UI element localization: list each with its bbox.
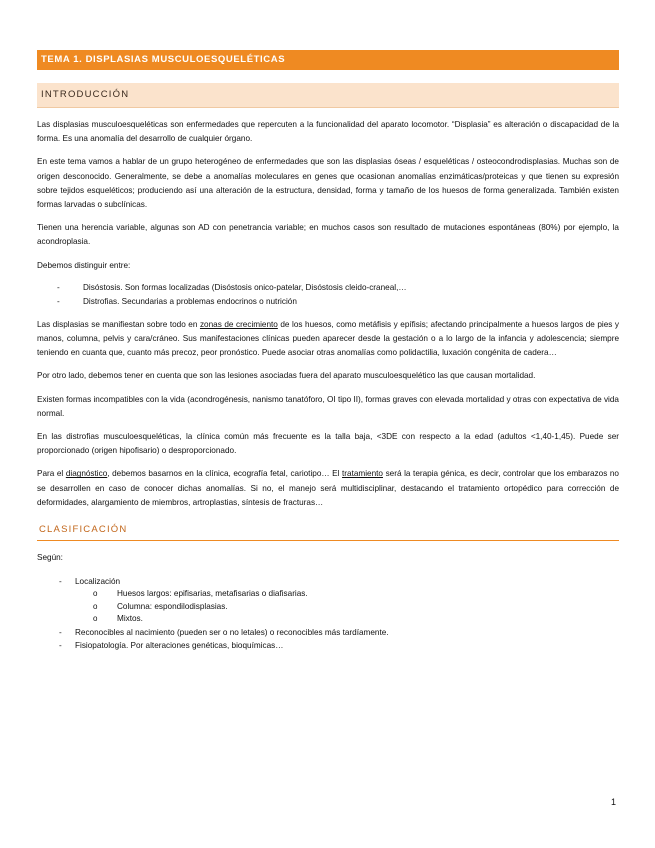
sub-list <box>75 588 619 626</box>
intro-paragraph-7: Existen formas incompatibles con la vida (acondrogénesis, nanismo tanatóforo, OI tipo II), formas graves con elevada mortalidad y otras con expectativa de vida normal. <box>37 394 619 418</box>
classification-heading: CLASIFICACIÓN <box>37 524 619 541</box>
list-item: - Disóstosis. Son formas localizadas (Disóstosis onico-patelar, Disóstosis cleido-craneal,… <box>57 282 407 292</box>
list-item: - Reconocibles al nacimiento (pueden ser o no letales) o reconocibles más tardíamente. <box>59 627 389 637</box>
intro-paragraph-6: Por otro lado, debemos tener en cuenta que son las lesiones asociadas fuera del aparato musculoesquelético las que causan mortalidad. <box>37 371 536 381</box>
list-item: - Localización o Huesos largos: epifisarias, metafisarias o diafisarias. o Columna: espondilodisplasias. o Mixtos. <box>37 575 619 626</box>
intro-paragraph-2: En este tema vamos a hablar de un grupo heterogéneo de enfermedades que son las displasias óseas / esqueléticas / osteocondrodisplasias. Muchas son de origen desconocido. Generalmente, se debe a anomalías moleculares en genes que ocasionan anomalías enzimáticas/proteicas y que tienen su expresión sobre tejidos esqueléticos; produciendo así una alteración de la estructura, densidad, forma y tamaño de los huesos de forma generalizada. También existen formas larvadas o subclínicas. <box>37 157 619 210</box>
list-item: - Fisiopatología. Por alteraciones genéticas, bioquímicas… <box>59 640 284 650</box>
intro-paragraph-8: En las distrofias musculoesqueléticas, la clínica común más frecuente es la talla baja, <3DE con respecto a la edad (adultos <1,40-1,45). Puede ser proporcionado (origen hipofisario) o desproporcionado. <box>37 432 619 456</box>
document-page <box>37 50 619 652</box>
sub-list-item: o Mixtos. <box>93 614 143 624</box>
classification-intro: Según: <box>37 553 63 563</box>
intro-paragraph-9: Para el diagnóstico, debemos basarnos en la clínica, ecografía fetal, cariotipo… El tratamiento será la terapia génica, es decir, controlar que los embarazos no se desarrollen en caso de conocer dichas anomalías. Si no, el manejo será multidisciplinar, destacando el tratamiento ortopédico para corrección de deformidades, alargamiento de miembros, artroplastias, síntesis de fracturas… <box>37 469 619 507</box>
topic-title: TEMA 1. DISPLASIAS MUSCULOESQUELÉTICAS <box>37 50 619 70</box>
page-number: 1 <box>611 797 617 807</box>
sub-list-item: o Huesos largos: epifisarias, metafisarias o diafisarias. <box>93 589 308 599</box>
sub-list-item: o Columna: espondilodisplasias. <box>93 601 228 611</box>
intro-paragraph-3: Tienen una herencia variable, algunas son AD con penetrancia variable; en muchos casos son resultado de mutaciones espontáneas (80%) por ejemplo, la acondroplasia. <box>37 223 619 247</box>
intro-heading: INTRODUCCIÓN <box>37 83 619 108</box>
distinction-list <box>37 281 619 309</box>
classification-list <box>37 575 619 652</box>
intro-paragraph-5: Las displasias se manifiestan sobre todo en zonas de crecimiento de los huesos, como metáfisis y epífisis; afectando principalmente a huesos largos de pies y manos, columna, pelvis y cara/cráneo. Sus manifestaciones clínicas pueden aparecer desde la gestación o a lo largo de la infancia y adolescencia; siempre teniendo en cuanta que, cuanto más precoz, peor pronóstico. Puede asociar otras anomalías como polidactilia, luxación congénita de cadera… <box>37 319 619 358</box>
intro-paragraph-4: Debemos distinguir entre: <box>37 260 131 270</box>
intro-paragraph-1: Las displasias musculoesqueléticas son enfermedades que repercuten a la funcionalidad del aparato locomotor. “Displasia” es alteración o discapacidad de la forma. Es una anomalía del desarrollo de cualquier órgano. <box>37 120 619 144</box>
list-item: - Distrofias. Secundarias a problemas endocrinos o nutrición <box>57 296 297 306</box>
